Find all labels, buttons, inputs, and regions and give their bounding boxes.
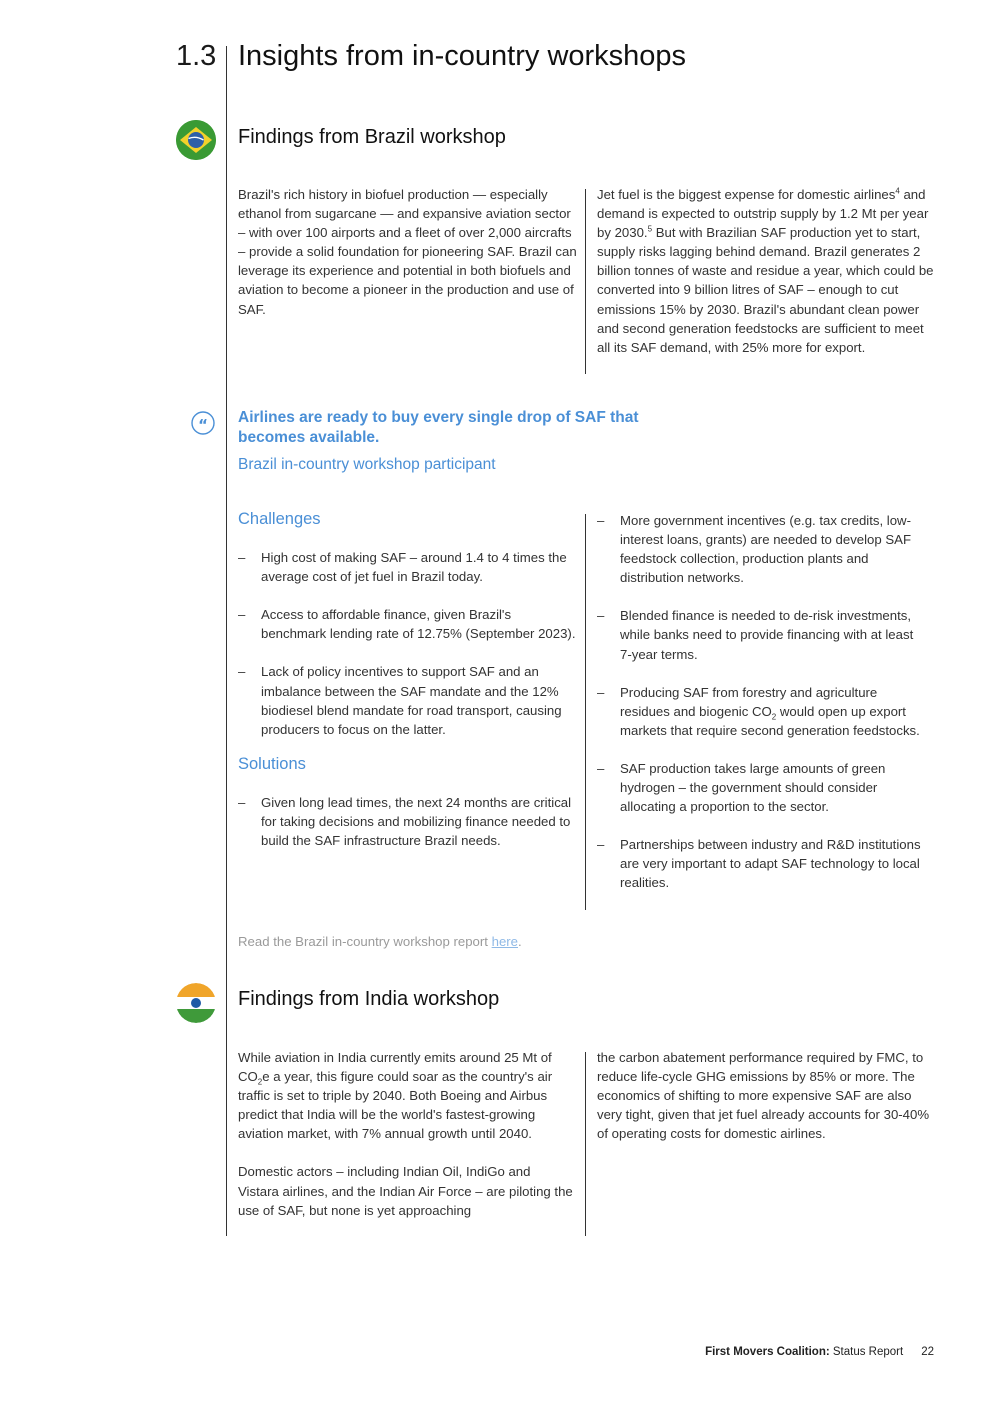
footer-org: First Movers Coalition: xyxy=(705,1346,830,1358)
footnote-ref: 4 xyxy=(895,186,900,196)
quote-icon xyxy=(191,411,215,435)
page-footer xyxy=(705,1346,934,1358)
india-paragraph-1 xyxy=(238,1048,574,1143)
india-paragraph-1-a: While aviation in India currently emits around 25 Mt of CO xyxy=(238,1050,552,1085)
list-item: – Given long lead times, the next 24 months are critical for taking decisions and mobilizing finance needed to build the SAF infrastructure Brazil needs. xyxy=(238,793,578,850)
list-item: – Blended finance is needed to de-risk investments, while banks need to provide financing with at least 7-year terms. xyxy=(597,606,927,663)
svg-text:“: “ xyxy=(198,416,208,434)
list-item: – High cost of making SAF – around 1.4 to 4 times the average cost of jet fuel in Brazil today. xyxy=(238,548,578,586)
footnote-ref: 5 xyxy=(647,224,653,234)
solutions-heading: Solutions xyxy=(238,754,306,773)
india-paragraph-3: the carbon abatement performance required by FMC, to reduce life-cycle GHG emissions by 85% or more. The economics of shifting to more expensive SAF are also very tight, given that jet fuel already accounts for 30-40% of operating costs for domestic airlines. xyxy=(597,1050,930,1142)
solutions-column-right xyxy=(597,511,927,912)
india-paragraph-1-b: e a year, this figure could soar as the country's air traffic is set to triple by 2040. Both Boeing and Airbus predict that India will be the world's fastest-growing aviation market, with 7% annual growth until 2040. xyxy=(238,1069,553,1142)
report-link[interactable]: here xyxy=(491,934,519,949)
brazil-flag-icon xyxy=(176,120,216,160)
brazil-intro-left-text: Brazil's rich history in biofuel production — especially ethanol from sugarcane — and expansive aviation sector – with over 100 airports and a fleet of over 2,000 aircrafts – provide a solid foundation for pioneering SAF. Brazil can leverage its experience and potential in both biofuels and aviation to become a pioneer in the production and use of SAF. xyxy=(238,187,577,317)
section-number: 1.3 xyxy=(176,40,217,72)
brazil-intro-right-text-b: and demand is expected to outstrip supply by 1.2 Mt per year by 2030. xyxy=(597,187,929,241)
india-heading: Findings from India workshop xyxy=(238,988,500,1010)
list-item: – Partnerships between industry and R&D institutions are very important to adapt SAF technology to local realities. xyxy=(597,835,927,892)
india-left-column xyxy=(238,1048,574,1220)
list-item: – Access to affordable finance, given Brazil's benchmark lending rate of 12.75% (September 2023). xyxy=(238,605,578,643)
column-divider xyxy=(585,1052,586,1236)
brazil-intro-right-text-a: Jet fuel is the biggest expense for domestic airlines xyxy=(597,187,896,202)
brazil-intro-right-text-c: But with Brazilian SAF production yet to start, supply risks lagging behind demand. Brazil generates 2 billion tonnes of waste and residue a year, which could be converted into 9 billion litres of SAF – enough to cut emissions 15% by 2030. Brazil's abundant clean power and second generation feedstocks are sufficient to meet all its SAF demand, with 25% more for export. xyxy=(597,225,934,355)
list-item-text-a: Producing SAF from forestry and agriculture residues and biogenic CO xyxy=(620,684,878,719)
list-item: – SAF production takes large amounts of green hydrogen – the government should consider allocating a proportion to the sector. xyxy=(597,759,927,816)
report-text-end: . xyxy=(518,934,522,949)
india-right-column xyxy=(597,1048,937,1143)
column-divider xyxy=(585,514,586,910)
list-item xyxy=(597,683,927,740)
brazil-heading: Findings from Brazil workshop xyxy=(238,126,506,148)
challenges-list xyxy=(238,548,578,739)
solutions-list-right xyxy=(597,511,927,893)
challenges-column xyxy=(238,510,578,869)
india-flag-icon xyxy=(176,983,216,1023)
india-paragraph-2: Domestic actors – including Indian Oil, IndiGo and Vistara airlines, and the Indian Air Force – are piloting the use of SAF, but none is yet approaching xyxy=(238,1164,573,1218)
list-item: – More government incentives (e.g. tax credits, low-interest loans, grants) are needed to develop SAF feedstock collection, production plants and distribution networks. xyxy=(597,511,927,587)
footer-doc: Status Report xyxy=(829,1346,904,1358)
page-number: 22 xyxy=(921,1346,934,1358)
list-item-text-b: would open up export markets that require second generation feedstocks. xyxy=(620,703,920,738)
section-divider xyxy=(226,46,227,1236)
subscript: 2 xyxy=(771,712,777,722)
list-item: – Lack of policy incentives to support SAF and an imbalance between the SAF mandate and the 12% biodiesel blend mandate for road transport, causing producers to focus on the latter. xyxy=(238,662,578,738)
challenges-heading: Challenges xyxy=(238,510,321,528)
pull-quote: Airlines are ready to buy every single drop of SAF that becomes available. xyxy=(238,409,639,446)
brazil-intro-left xyxy=(238,185,578,319)
quote-attribution: Brazil in-country workshop participant xyxy=(238,456,496,473)
page-title: Insights from in-country workshops xyxy=(238,40,687,72)
column-divider xyxy=(585,189,586,374)
brazil-intro-right xyxy=(597,185,939,357)
solutions-list-left xyxy=(238,793,578,850)
subscript: 2 xyxy=(257,1077,263,1087)
report-link-line xyxy=(238,934,522,949)
report-text: Read the Brazil in-country workshop report xyxy=(238,934,492,949)
